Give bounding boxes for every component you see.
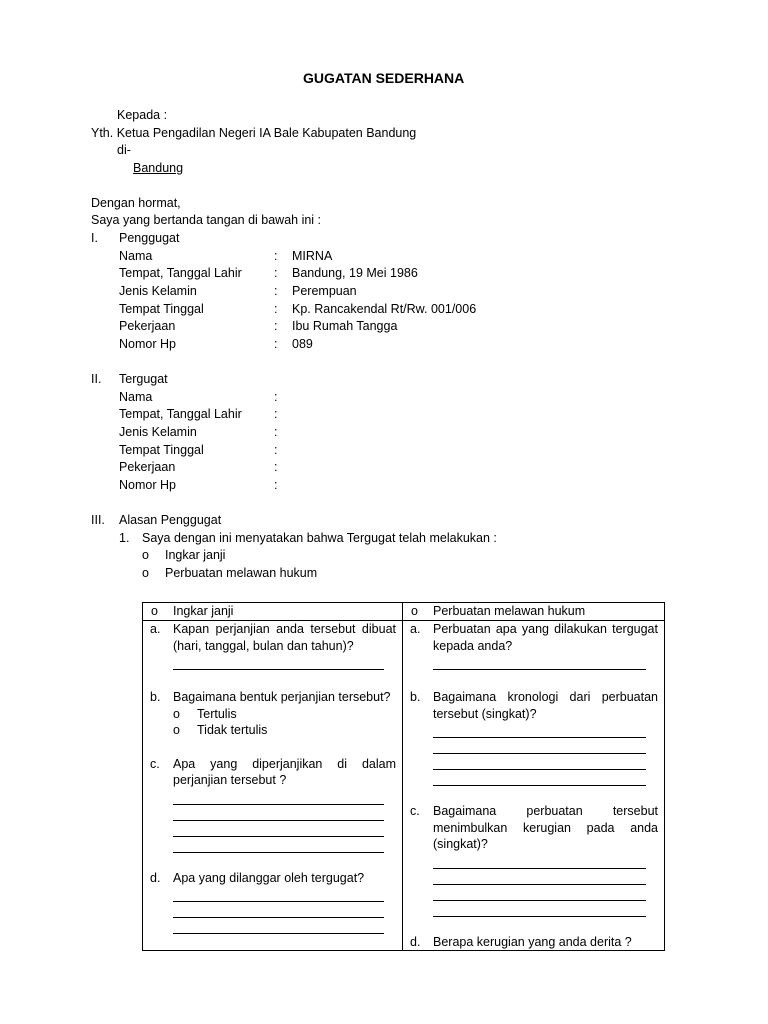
answer-line[interactable] — [433, 901, 646, 917]
question-text: Apa yang diperjanjikan di dalam perjanjian tersebut ? — [173, 756, 396, 787]
intro-text: Saya yang bertanda tangan di bawah ini : — [91, 213, 322, 227]
section-number-ii: II. — [91, 372, 102, 386]
field-value: Kp. Rancakendal Rt/Rw. 001/006 — [292, 302, 477, 316]
sub-option-tidak-tertulis: Tidak tertulis — [197, 723, 268, 737]
header-ingkar-janji: Ingkar janji — [173, 604, 234, 618]
field-label: Jenis Kelamin — [119, 425, 197, 439]
field-colon: : — [274, 319, 278, 333]
field-value: Ibu Rumah Tangga — [292, 319, 398, 333]
answer-line[interactable] — [433, 853, 646, 869]
sub-option[interactable] — [173, 706, 396, 723]
item-label: d. — [410, 934, 421, 949]
header-bullet: o — [151, 604, 158, 618]
section-heading-alasan: Alasan Penggugat — [119, 513, 222, 527]
answer-line[interactable] — [433, 770, 646, 786]
option-ingkar-janji[interactable]: Ingkar janji — [165, 548, 226, 562]
answer-line[interactable] — [433, 869, 646, 885]
field-label: Nomor Hp — [119, 337, 176, 351]
field-colon: : — [274, 390, 278, 404]
field-colon: : — [274, 407, 278, 421]
question-item — [403, 803, 658, 917]
question-text: Bagaimana kronologi dari perbuatan tersebut (singkat)? — [433, 690, 658, 721]
document-title: GUGATAN SEDERHANA — [303, 70, 465, 86]
field-value: Perempuan — [292, 284, 357, 298]
field-label: Nomor Hp — [119, 478, 176, 492]
question-item — [143, 870, 396, 935]
section-heading-tergugat: Tergugat — [119, 372, 168, 386]
section-number-iii: III. — [91, 513, 105, 527]
item-label: c. — [150, 756, 160, 771]
question-item — [143, 756, 396, 853]
item-label: b. — [410, 690, 421, 704]
field-label: Tempat, Tanggal Lahir — [119, 266, 242, 280]
question-text: Berapa kerugian yang anda derita ? — [433, 934, 632, 949]
answer-line[interactable] — [173, 886, 384, 902]
field-colon: : — [274, 249, 278, 263]
address-kepada: Kepada : — [117, 108, 168, 122]
answer-line[interactable] — [173, 789, 384, 805]
field-label: Nama — [119, 390, 153, 404]
point-number: 1. — [119, 531, 130, 545]
header-bullet: o — [411, 604, 418, 618]
answer-line[interactable] — [173, 654, 384, 670]
item-label: c. — [410, 804, 420, 818]
answer-line[interactable] — [433, 885, 646, 901]
question-item — [143, 621, 396, 670]
answer-line[interactable] — [173, 805, 384, 821]
greeting: Dengan hormat, — [91, 196, 181, 210]
field-value: MIRNA — [292, 249, 333, 263]
sub-option-tertulis: Tertulis — [197, 706, 237, 721]
answer-line[interactable] — [173, 837, 384, 853]
answer-line[interactable] — [433, 738, 646, 754]
field-value: Bandung, 19 Mei 1986 — [292, 266, 418, 280]
question-text: Kapan perjanjian anda tersebut dibuat (hari, tanggal, bulan dan tahun)? — [173, 622, 396, 653]
field-colon: : — [274, 443, 278, 457]
header-perbuatan-melawan-hukum: Perbuatan melawan hukum — [433, 604, 586, 618]
question-text: Perbuatan apa yang dilakukan tergugat kepada anda? — [433, 622, 658, 653]
field-colon: : — [274, 478, 278, 492]
questions-table — [142, 602, 665, 951]
item-label: d. — [150, 870, 161, 885]
sub-option[interactable] — [173, 722, 396, 739]
field-colon: : — [274, 284, 278, 298]
answer-line[interactable] — [173, 918, 384, 934]
item-label: a. — [150, 622, 161, 636]
point-text: Saya dengan ini menyatakan bahwa Tergugat telah melakukan : — [142, 531, 497, 545]
sub-bullet: o — [173, 723, 180, 737]
question-item — [403, 621, 658, 670]
question-item — [403, 689, 658, 786]
field-colon: : — [274, 460, 278, 474]
question-text: Apa yang dilanggar oleh tergugat? — [173, 870, 365, 885]
address-city: Bandung — [133, 161, 184, 175]
field-value: 089 — [292, 337, 313, 351]
field-label: Pekerjaan — [119, 460, 176, 474]
field-label: Tempat Tinggal — [119, 443, 204, 457]
field-colon: : — [274, 337, 278, 351]
item-label: a. — [410, 622, 421, 636]
field-label: Tempat Tinggal — [119, 302, 204, 316]
table-header-left — [143, 603, 403, 621]
field-label: Pekerjaan — [119, 319, 176, 333]
question-text: Bagaimana bentuk perjanjian tersebut? — [173, 690, 391, 704]
field-colon: : — [274, 266, 278, 280]
address-recipient: Yth. Ketua Pengadilan Negeri IA Bale Kabupaten Bandung — [91, 126, 417, 140]
answer-line[interactable] — [433, 722, 646, 738]
left-questions-cell — [143, 621, 403, 951]
question-text: Bagaimana perbuatan tersebut menimbulkan kerugian pada anda (singkat)? — [433, 804, 658, 851]
option-perbuatan-melawan-hukum[interactable]: Perbuatan melawan hukum — [165, 566, 318, 580]
answer-line[interactable] — [173, 821, 384, 837]
section-number-i: I. — [91, 231, 98, 245]
answer-line[interactable] — [173, 902, 384, 918]
sub-bullet: o — [173, 706, 180, 721]
answer-line[interactable] — [433, 754, 646, 770]
option-bullet: o — [142, 548, 149, 562]
option-bullet: o — [142, 566, 149, 580]
table-header-right — [403, 603, 665, 621]
question-item — [143, 689, 396, 739]
answer-line[interactable] — [433, 654, 646, 670]
section-heading-penggugat: Penggugat — [119, 231, 180, 245]
field-colon: : — [274, 302, 278, 316]
address-di: di- — [117, 143, 131, 157]
field-label: Nama — [119, 249, 153, 263]
right-questions-cell — [403, 621, 665, 951]
field-colon: : — [274, 425, 278, 439]
field-label: Tempat, Tanggal Lahir — [119, 407, 242, 421]
question-item — [403, 934, 658, 951]
item-label: b. — [150, 690, 161, 704]
field-label: Jenis Kelamin — [119, 284, 197, 298]
